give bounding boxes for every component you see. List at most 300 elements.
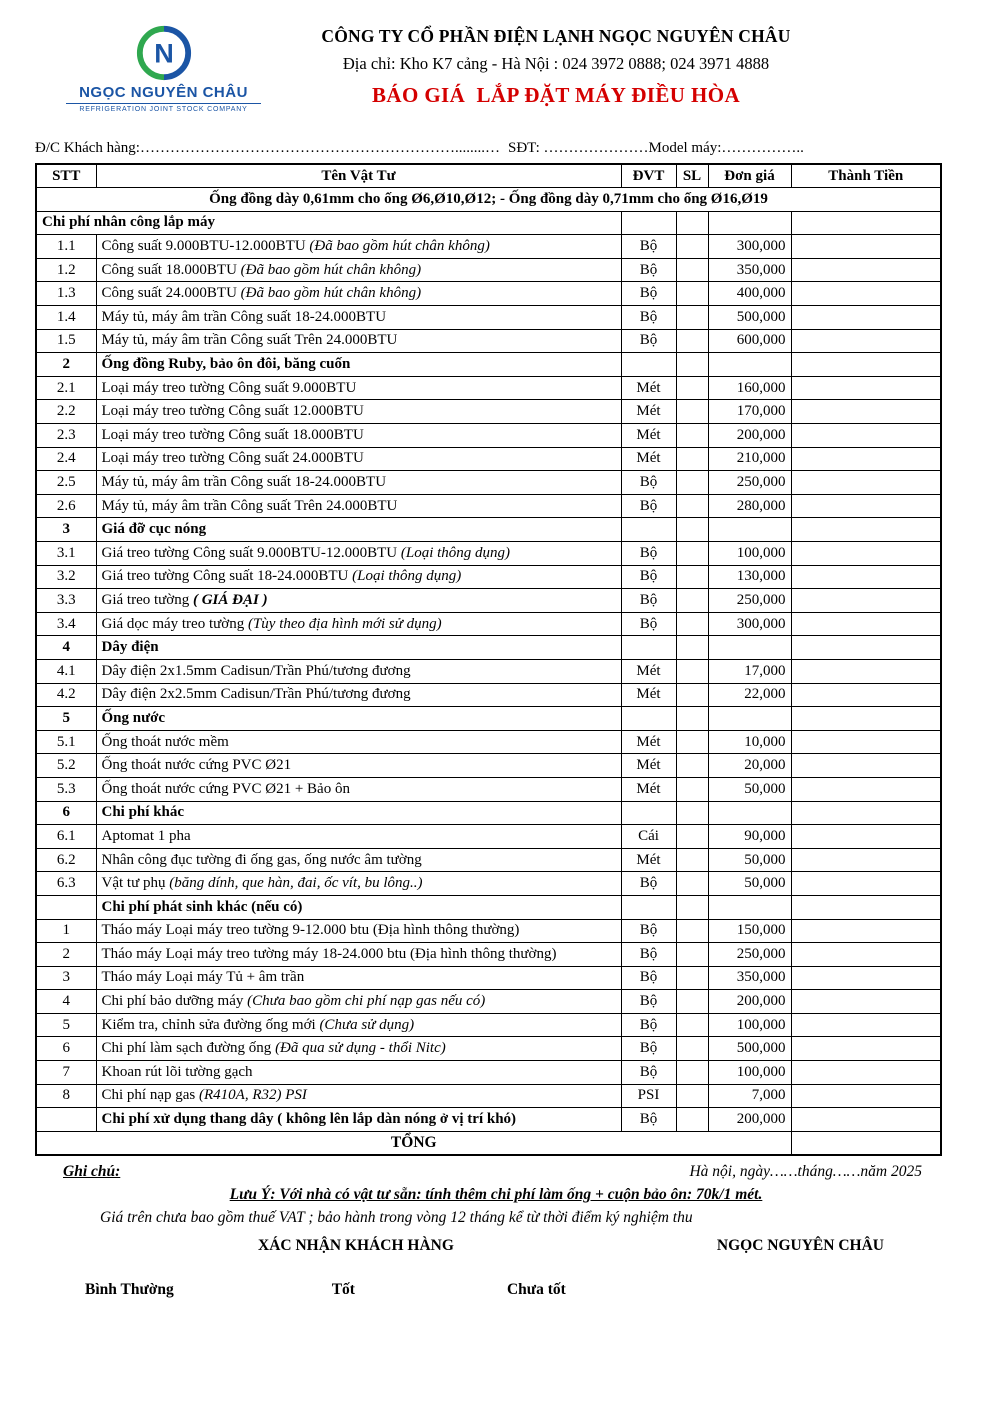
company-logo-block <box>66 24 261 113</box>
cell-price: 350,000 <box>708 258 791 282</box>
vat-warranty-note: Giá trên chưa bao gồm thuế VAT ; bảo hành trong vòng 12 tháng kể từ thời điểm ký nghiệm thu <box>100 1208 693 1226</box>
cell-line-total <box>791 376 941 400</box>
svg-text:N: N <box>153 38 174 69</box>
customer-model-field: Model máy:…………….. <box>648 140 804 156</box>
attention-note: Lưu Ý: Với nhà có vật tư sẵn: tính thêm chi phí làm ống + cuộn bảo ôn: 70k/1 mét. <box>229 1185 763 1203</box>
cell-price: 20,000 <box>708 754 791 778</box>
cell-name: Giá đỡ cục nóng <box>96 518 621 542</box>
cell-name: Tháo máy Loại máy Tủ + âm trần <box>96 966 621 990</box>
cell-price: 10,000 <box>708 730 791 754</box>
cell-sl <box>676 329 708 353</box>
cell-stt: 2 <box>36 943 96 967</box>
cell-name: Chi phí làm sạch đường ống (Đã qua sử dụng - thổi Nitc) <box>96 1037 621 1061</box>
cell-dvt: Bộ <box>621 1108 676 1132</box>
section-title-cell: Chi phí nhân công lắp máy <box>36 211 621 235</box>
cell-line-total <box>791 329 941 353</box>
table-row <box>36 919 941 943</box>
cell-stt <box>36 895 96 919</box>
cell-dvt: Bộ <box>621 1061 676 1085</box>
cell-stt: 4.2 <box>36 683 96 707</box>
cell-price: 200,000 <box>708 1108 791 1132</box>
cell-line-total <box>791 612 941 636</box>
cell-dvt: Mét <box>621 424 676 448</box>
table-row <box>36 494 941 518</box>
table-row <box>36 211 941 235</box>
cell-name: Loại máy treo tường Công suất 12.000BTU <box>96 400 621 424</box>
table-row <box>36 872 941 896</box>
cell-dvt: Mét <box>621 659 676 683</box>
cell-dvt <box>621 211 676 235</box>
cell-price: 130,000 <box>708 565 791 589</box>
cell-name: Giá dọc máy treo tường (Tùy theo địa hình mới sử dụng) <box>96 612 621 636</box>
cell-name: Dây điện 2x1.5mm Cadisun/Trần Phú/tương đương <box>96 659 621 683</box>
table-row <box>36 659 941 683</box>
cell-stt: 4.1 <box>36 659 96 683</box>
cell-price: 50,000 <box>708 848 791 872</box>
cell-price: 50,000 <box>708 777 791 801</box>
cell-stt: 4 <box>36 990 96 1014</box>
cell-line-total <box>791 659 941 683</box>
cell-line-total <box>791 919 941 943</box>
cell-price: 300,000 <box>708 235 791 259</box>
cell-name: Kiểm tra, chỉnh sửa đường ống mới (Chưa sử dụng) <box>96 1013 621 1037</box>
table-row <box>36 1061 941 1085</box>
cell-price: 100,000 <box>708 1061 791 1085</box>
cell-stt: 1.5 <box>36 329 96 353</box>
cell-sl <box>676 1084 708 1108</box>
cell-price: 200,000 <box>708 990 791 1014</box>
cell-price: 350,000 <box>708 966 791 990</box>
cell-line-total <box>791 542 941 566</box>
cell-stt: 2.5 <box>36 471 96 495</box>
column-header-stt: STT <box>36 164 96 188</box>
cell-name: Tháo máy Loại máy treo tường máy 18-24.000 btu (Địa hình thông thường) <box>96 943 621 967</box>
table-row <box>36 1084 941 1108</box>
cell-name: Máy tủ, máy âm trần Công suất Trên 24.000BTU <box>96 494 621 518</box>
cell-stt: 5.3 <box>36 777 96 801</box>
cell-price: 280,000 <box>708 494 791 518</box>
cell-name: Aptomat 1 pha <box>96 825 621 849</box>
cell-dvt: Bộ <box>621 919 676 943</box>
cell-dvt: Cái <box>621 825 676 849</box>
company-logo-icon <box>135 24 193 82</box>
cell-price <box>708 707 791 731</box>
cell-line-total <box>791 282 941 306</box>
table-row <box>36 188 941 212</box>
cell-price: 7,000 <box>708 1084 791 1108</box>
cell-stt <box>36 1108 96 1132</box>
document-title: BÁO GIÁ LẮP ĐẶT MÁY ĐIỀU HÒA <box>371 83 741 107</box>
cell-name: Ống thoát nước cứng PVC Ø21 <box>96 754 621 778</box>
cell-stt: 6.1 <box>36 825 96 849</box>
table-row <box>36 1013 941 1037</box>
cell-line-total <box>791 707 941 731</box>
cell-line-total <box>791 211 941 235</box>
footer-note-line <box>63 1163 922 1181</box>
cell-name: Ống thoát nước mềm <box>96 730 621 754</box>
cell-dvt: Mét <box>621 848 676 872</box>
cell-price <box>708 518 791 542</box>
cell-sl <box>676 258 708 282</box>
cell-line-total <box>791 801 941 825</box>
cell-line-total <box>791 730 941 754</box>
cell-dvt: Mét <box>621 376 676 400</box>
cell-dvt: Bộ <box>621 1037 676 1061</box>
table-row <box>36 943 941 967</box>
cell-name: Dây điện <box>96 636 621 660</box>
cell-sl <box>676 400 708 424</box>
cell-stt: 3.1 <box>36 542 96 566</box>
cell-line-total <box>791 1084 941 1108</box>
cell-stt: 2.6 <box>36 494 96 518</box>
cell-price: 500,000 <box>708 1037 791 1061</box>
cell-stt: 5 <box>36 1013 96 1037</box>
table-row <box>36 683 941 707</box>
cell-line-total <box>791 1061 941 1085</box>
cell-dvt: PSI <box>621 1084 676 1108</box>
cell-dvt: Bộ <box>621 542 676 566</box>
table-row <box>36 329 941 353</box>
cell-name: Công suất 18.000BTU (Đã bao gồm hút chân không) <box>96 258 621 282</box>
cell-dvt <box>621 353 676 377</box>
cell-stt: 5.2 <box>36 754 96 778</box>
signature-row <box>0 1237 992 1255</box>
cell-line-total <box>791 895 941 919</box>
cell-dvt: Bộ <box>621 235 676 259</box>
cell-name: Khoan rút lõi tường gạch <box>96 1061 621 1085</box>
cell-name: Loại máy treo tường Công suất 18.000BTU <box>96 424 621 448</box>
page-header <box>0 0 992 128</box>
table-row <box>36 471 941 495</box>
cell-sl <box>676 730 708 754</box>
company-address: Địa chỉ: Kho K7 cảng - Hà Nội : 024 3972 0888; 024 3971 4888 <box>342 54 770 73</box>
cell-stt: 3.2 <box>36 565 96 589</box>
cell-stt: 1.2 <box>36 258 96 282</box>
cell-name: Giá treo tường Công suất 9.000BTU-12.000BTU (Loại thông dụng) <box>96 542 621 566</box>
cell-line-total <box>791 565 941 589</box>
cell-dvt: Bộ <box>621 966 676 990</box>
cell-sl <box>676 872 708 896</box>
cell-price <box>708 636 791 660</box>
cell-name: Máy tủ, máy âm trần Công suất 18-24.000BTU <box>96 306 621 330</box>
cell-stt: 5 <box>36 707 96 731</box>
cell-price: 400,000 <box>708 282 791 306</box>
cell-line-total <box>791 1131 941 1155</box>
cell-line-total <box>791 518 941 542</box>
cell-sl <box>676 801 708 825</box>
cell-sl <box>676 1108 708 1132</box>
cell-stt: 2.2 <box>36 400 96 424</box>
cell-dvt: Mét <box>621 777 676 801</box>
cell-sl <box>676 211 708 235</box>
customer-info-line <box>35 140 957 157</box>
cell-stt: 5.1 <box>36 730 96 754</box>
cell-price <box>708 211 791 235</box>
column-header-total: Thành Tiền <box>791 164 941 188</box>
cell-sl <box>676 565 708 589</box>
cell-sl <box>676 494 708 518</box>
table-row <box>36 518 941 542</box>
cell-price: 100,000 <box>708 1013 791 1037</box>
cell-stt: 7 <box>36 1061 96 1085</box>
cell-price <box>708 801 791 825</box>
table-row <box>36 447 941 471</box>
customer-phone-field: SĐT: ………………… <box>507 140 649 156</box>
cell-sl <box>676 919 708 943</box>
cell-sl <box>676 518 708 542</box>
cell-stt: 2 <box>36 353 96 377</box>
table-row <box>36 235 941 259</box>
notes-label: Ghi chú: <box>63 1162 121 1180</box>
header-text-block <box>250 26 862 108</box>
company-name: CÔNG TY CỔ PHẦN ĐIỆN LẠNH NGỌC NGUYÊN CHÂU <box>321 26 791 46</box>
table-row <box>36 966 941 990</box>
logo-company-name: NGỌC NGUYÊN CHÂU <box>79 84 248 101</box>
cell-dvt: Bộ <box>621 589 676 613</box>
cell-name: Vật tư phụ (băng dính, que hàn, đai, ốc vít, bu lông..) <box>96 872 621 896</box>
quote-table <box>35 163 942 1156</box>
table-row <box>36 258 941 282</box>
table-row <box>36 707 941 731</box>
cell-sl <box>676 424 708 448</box>
cell-dvt: Mét <box>621 447 676 471</box>
cell-sl <box>676 990 708 1014</box>
cell-line-total <box>791 1037 941 1061</box>
table-row <box>36 990 941 1014</box>
column-header-qty: SL <box>676 164 708 188</box>
cell-line-total <box>791 990 941 1014</box>
table-row <box>36 400 941 424</box>
cell-dvt: Bộ <box>621 565 676 589</box>
cell-name: Công suất 24.000BTU (Đã bao gồm hút chân không) <box>96 282 621 306</box>
cell-line-total <box>791 825 941 849</box>
cell-sl <box>676 589 708 613</box>
cell-stt: 6 <box>36 1037 96 1061</box>
cell-sl <box>676 1037 708 1061</box>
cell-line-total <box>791 683 941 707</box>
cell-sl <box>676 943 708 967</box>
cell-line-total <box>791 943 941 967</box>
rating-option-good: Tốt <box>331 1280 355 1298</box>
cell-line-total <box>791 966 941 990</box>
cell-sl <box>676 235 708 259</box>
cell-name: Nhân công đục tường đi ống gas, ống nước âm tường <box>96 848 621 872</box>
table-row <box>36 282 941 306</box>
cell-sl <box>676 612 708 636</box>
cell-line-total <box>791 306 941 330</box>
cell-line-total <box>791 424 941 448</box>
cell-dvt: Bộ <box>621 872 676 896</box>
table-row <box>36 353 941 377</box>
table-row <box>36 801 941 825</box>
cell-name: Công suất 9.000BTU-12.000BTU (Đã bao gồm hút chân không) <box>96 235 621 259</box>
quote-table-body <box>36 188 941 1155</box>
column-header-name: Tên Vật Tư <box>96 164 621 188</box>
cell-dvt: Bộ <box>621 990 676 1014</box>
table-row <box>36 636 941 660</box>
cell-sl <box>676 825 708 849</box>
cell-stt: 3.4 <box>36 612 96 636</box>
cell-stt: 6 <box>36 801 96 825</box>
cell-stt: 6.2 <box>36 848 96 872</box>
cell-stt: 1.4 <box>36 306 96 330</box>
cell-dvt <box>621 636 676 660</box>
cell-sl <box>676 636 708 660</box>
cell-dvt: Bộ <box>621 494 676 518</box>
cell-sl <box>676 376 708 400</box>
cell-sl <box>676 683 708 707</box>
table-row <box>36 1131 941 1155</box>
cell-price: 500,000 <box>708 306 791 330</box>
cell-line-total <box>791 400 941 424</box>
cell-price: 300,000 <box>708 612 791 636</box>
table-row <box>36 589 941 613</box>
cell-stt: 1 <box>36 919 96 943</box>
cell-line-total <box>791 1108 941 1132</box>
cell-line-total <box>791 494 941 518</box>
cell-price: 210,000 <box>708 447 791 471</box>
cell-stt: 4 <box>36 636 96 660</box>
cell-price: 250,000 <box>708 471 791 495</box>
cell-line-total <box>791 447 941 471</box>
date-line: Hà nội, ngày……tháng……năm 2025 <box>689 1162 922 1180</box>
cell-dvt: Bộ <box>621 282 676 306</box>
cell-name: Chi phí phát sinh khác (nếu có) <box>96 895 621 919</box>
cell-dvt: Bộ <box>621 612 676 636</box>
cell-sl <box>676 282 708 306</box>
cell-sl <box>676 1013 708 1037</box>
cell-dvt: Mét <box>621 754 676 778</box>
rating-option-bad: Chưa tốt <box>506 1280 566 1298</box>
cell-dvt <box>621 518 676 542</box>
column-header-price: Đơn giá <box>708 164 791 188</box>
cell-price: 600,000 <box>708 329 791 353</box>
cell-name: Giá treo tường ( GIÁ ĐẠI ) <box>96 589 621 613</box>
cell-sl <box>676 471 708 495</box>
cell-price <box>708 353 791 377</box>
cell-dvt: Bộ <box>621 1013 676 1037</box>
cell-dvt: Bộ <box>621 306 676 330</box>
cell-stt: 6.3 <box>36 872 96 896</box>
cell-line-total <box>791 754 941 778</box>
table-header-row <box>36 164 941 188</box>
cell-dvt: Mét <box>621 730 676 754</box>
cell-line-total <box>791 872 941 896</box>
cell-sl <box>676 306 708 330</box>
column-header-unit: ĐVT <box>621 164 676 188</box>
cell-sl <box>676 659 708 683</box>
cell-name: Chi phí nạp gas (R410A, R32) PSI <box>96 1084 621 1108</box>
cell-line-total <box>791 777 941 801</box>
cell-dvt: Bộ <box>621 471 676 495</box>
cell-name: Ống đồng Ruby, bảo ôn đôi, băng cuốn <box>96 353 621 377</box>
cell-stt: 2.3 <box>36 424 96 448</box>
table-row <box>36 754 941 778</box>
cell-price: 200,000 <box>708 424 791 448</box>
cell-line-total <box>791 258 941 282</box>
cell-line-total <box>791 353 941 377</box>
cell-price: 250,000 <box>708 589 791 613</box>
cell-dvt <box>621 707 676 731</box>
cell-dvt: Bộ <box>621 258 676 282</box>
table-row <box>36 376 941 400</box>
cell-dvt <box>621 801 676 825</box>
table-row <box>36 542 941 566</box>
cell-sl <box>676 707 708 731</box>
cell-name: Máy tủ, máy âm trần Công suất 18-24.000BTU <box>96 471 621 495</box>
cell-stt: 3 <box>36 518 96 542</box>
cell-line-total <box>791 848 941 872</box>
table-row <box>36 1108 941 1132</box>
cell-name: Loại máy treo tường Công suất 9.000BTU <box>96 376 621 400</box>
cell-price: 50,000 <box>708 872 791 896</box>
cell-sl <box>676 754 708 778</box>
table-row <box>36 848 941 872</box>
cell-dvt: Mét <box>621 400 676 424</box>
cell-stt: 3.3 <box>36 589 96 613</box>
cell-sl <box>676 777 708 801</box>
cell-price: 170,000 <box>708 400 791 424</box>
cell-line-total <box>791 589 941 613</box>
cell-line-total <box>791 636 941 660</box>
cell-name: Loại máy treo tường Công suất 24.000BTU <box>96 447 621 471</box>
table-row <box>36 612 941 636</box>
cell-dvt: Mét <box>621 683 676 707</box>
cell-price: 250,000 <box>708 943 791 967</box>
cell-price: 22,000 <box>708 683 791 707</box>
cell-price: 17,000 <box>708 659 791 683</box>
table-row <box>36 424 941 448</box>
rating-option-normal: Bình Thường <box>85 1280 174 1298</box>
cell-stt: 8 <box>36 1084 96 1108</box>
table-row <box>36 895 941 919</box>
cell-stt: 3 <box>36 966 96 990</box>
cell-price: 90,000 <box>708 825 791 849</box>
cell-sl <box>676 353 708 377</box>
cell-stt: 2.1 <box>36 376 96 400</box>
cell-sl <box>676 542 708 566</box>
table-row <box>36 825 941 849</box>
customer-name-field: Đ/C Khách hàng:………………………………………………………........… <box>35 140 500 156</box>
table-row <box>36 565 941 589</box>
cell-price <box>708 895 791 919</box>
cell-name: Dây điện 2x2.5mm Cadisun/Trần Phú/tương đương <box>96 683 621 707</box>
group-note-cell: Ống đồng dày 0,61mm cho ống Ø6,Ø10,Ø12; - Ống đồng dày 0,71mm cho ống Ø16,Ø19 <box>36 188 941 212</box>
cell-name: Ống nước <box>96 707 621 731</box>
cell-stt: 1.1 <box>36 235 96 259</box>
cell-line-total <box>791 471 941 495</box>
cell-sl <box>676 966 708 990</box>
cell-price: 160,000 <box>708 376 791 400</box>
table-row <box>36 1037 941 1061</box>
cell-stt: 1.3 <box>36 282 96 306</box>
cell-name: Tháo máy Loại máy treo tường 9-12.000 btu (Địa hình thông thường) <box>96 919 621 943</box>
cell-sl <box>676 447 708 471</box>
company-signature-label: NGỌC NGUYÊN CHÂU <box>716 1236 884 1254</box>
cell-sl <box>676 895 708 919</box>
cell-sl <box>676 1061 708 1085</box>
cell-name: Chi phí xử dụng thang dây ( không lên lắp dàn nóng ở vị trí khó) <box>96 1108 621 1132</box>
total-label-cell: TỔNG <box>36 1131 791 1155</box>
cell-name: Chi phí bảo dưỡng máy (Chưa bao gồm chi phí nạp gas nếu có) <box>96 990 621 1014</box>
cell-stt: 2.4 <box>36 447 96 471</box>
cell-name: Giá treo tường Công suất 18-24.000BTU (Loại thông dụng) <box>96 565 621 589</box>
cell-name: Máy tủ, máy âm trần Công suất Trên 24.000BTU <box>96 329 621 353</box>
table-row <box>36 777 941 801</box>
cell-price: 150,000 <box>708 919 791 943</box>
cell-name: Chi phí khác <box>96 801 621 825</box>
cell-name: Ống thoát nước cứng PVC Ø21 + Bảo ôn <box>96 777 621 801</box>
